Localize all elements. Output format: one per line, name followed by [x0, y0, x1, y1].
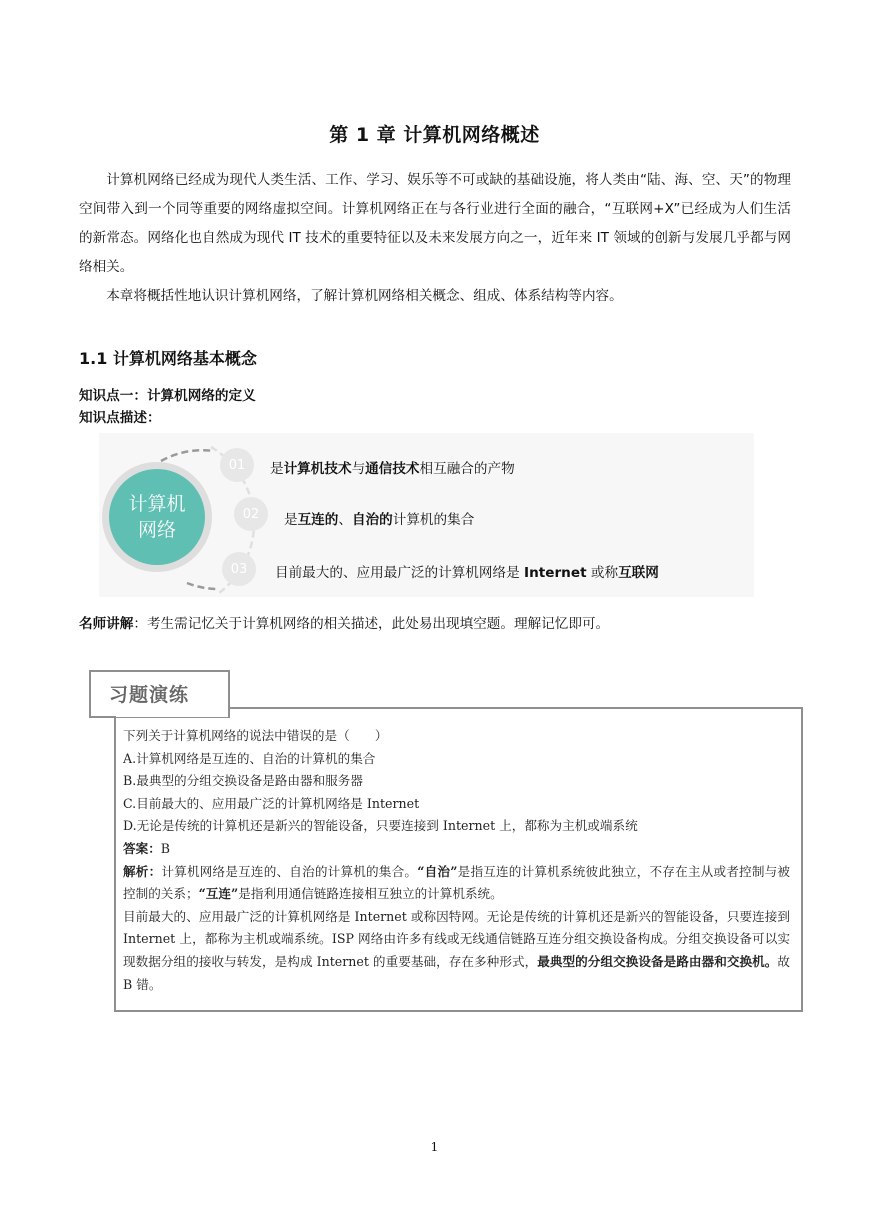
- answer-line: [123, 838, 790, 861]
- analysis-paragraph-2: 目前最大的、应用最广泛的计算机网络是 Internet 或称因特网。无论是传统的计算机还是新兴的智能设备，只要连接到 Internet 上，都称为主机或端系统。ISP 网络由许多有线或无线通信链路互连分组交换设备构成。分组交换设备可以实现数据分组的接收与转发，是构成 Internet 的重要基础，存在多种形式，最典型的分组交换设备是路由器和交换机。故 B 错。: [123, 908, 790, 992]
- analysis-label: 解析：: [123, 863, 162, 879]
- knowledge-point-title: 知识点一：计算机网络的定义: [79, 388, 256, 404]
- page-number: 1: [430, 1140, 439, 1154]
- section-heading: 1.1 计算机网络基本概念: [79, 349, 257, 368]
- teacher-note-label: 名师讲解: [79, 616, 134, 632]
- item-3-number-badge: 03: [222, 552, 256, 586]
- teacher-note-text: ：考生需记忆关于计算机网络的相关描述，此处易出现填空题。理解记忆即可。: [133, 616, 610, 632]
- item-3-text: 目前最大的、应用最广泛的计算机网络是 Internet 或称互联网: [275, 565, 659, 581]
- item-1-text: 是计算机技术与通信技术相互融合的产物: [270, 461, 515, 477]
- intro-paragraph-2: 本章将概括性地认识计算机网络，了解计算机网络相关概念、组成、体系结构等内容。: [106, 288, 623, 304]
- option-a: A.计算机网络是互连的、自治的计算机的集合: [123, 750, 376, 766]
- teacher-note: [79, 612, 609, 632]
- center-label-line1: 计算机: [128, 493, 186, 515]
- exercise-tab-label: 习题演练: [109, 684, 190, 706]
- knowledge-point-description-label: 知识点描述：: [79, 410, 161, 426]
- chapter-title: 第 1 章 计算机网络概述: [329, 124, 540, 146]
- exercise-content: [123, 725, 790, 996]
- option-d: D.无论是传统的计算机还是新兴的智能设备，只要连接到 Internet 上，都称为主机或端系统: [123, 818, 638, 834]
- intro-paragraph-1: 计算机网络已经成为现代人类生活、工作、学习、娱乐等不可或缺的基础设施，将人类由“陆、海、空、天”的物理空间带入到一个同等重要的网络虚拟空间。计算机网络正在与各行业进行全面的融合，“互联网+X”已经成为人们生活的新常态。网络化也自然成为现代 IT 技术的重要特征以及未来发展方向之一，近年来 IT 领域的创新与发展几乎都与网络相关。: [79, 172, 791, 275]
- answer-label: 答案：: [123, 840, 161, 856]
- item-2-number-badge: 02: [234, 497, 268, 531]
- item-2-text: 是互连的、自治的计算机的集合: [284, 512, 475, 528]
- analysis-paragraph-1: 解析：计算机网络是互连的、自治的计算机的集合。“自治”是指互连的计算机系统彼此独立，不存在主从或者控制与被控制的关系；“互连”是指利用通信链路连接相互独立的计算机系统。: [123, 863, 791, 902]
- answer-value: B: [160, 840, 171, 856]
- exercise-tab-gap: [116, 708, 228, 717]
- center-circle: [109, 469, 205, 565]
- option-b: B.最典型的分组交换设备是路由器和服务器: [123, 773, 363, 789]
- option-c: C.目前最大的、应用最广泛的计算机网络是 Internet: [123, 795, 420, 811]
- center-label-line2: 网络: [137, 519, 176, 541]
- exercise-question: 下列关于计算机网络的说法中错误的是（ ）: [123, 728, 388, 743]
- item-1-number-badge: 01: [220, 448, 254, 482]
